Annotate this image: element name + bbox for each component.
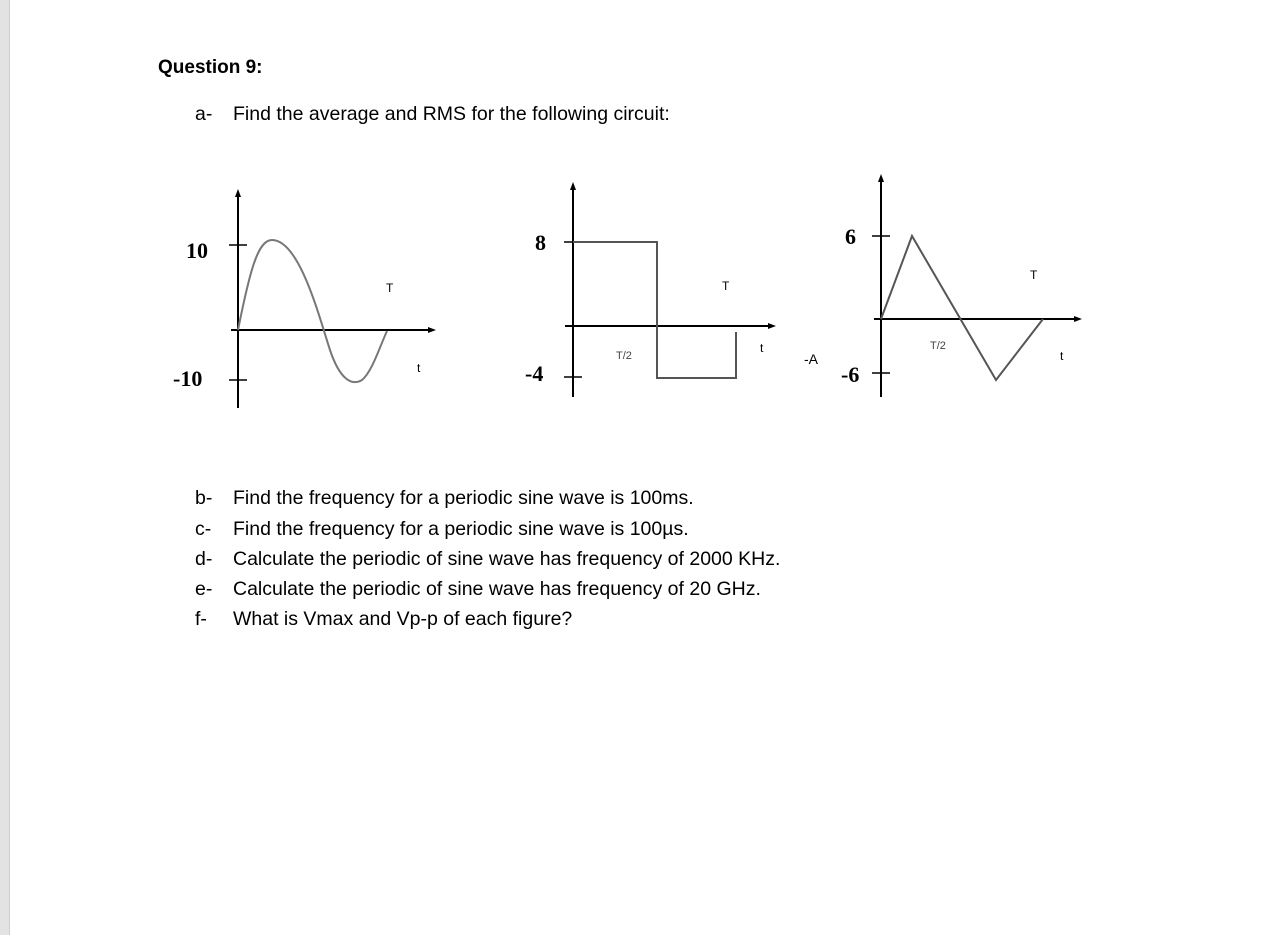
sine-ymax-label: 10 bbox=[186, 238, 208, 263]
triangle-period-label: T bbox=[1030, 268, 1038, 282]
square-ymax-label: 8 bbox=[535, 230, 546, 255]
item-text: Calculate the periodic of sine wave has frequency of 20 GHz. bbox=[233, 578, 761, 600]
question-title: Question 9: bbox=[158, 57, 263, 78]
square-period-label: T bbox=[722, 279, 730, 293]
triangle-ymax-label: 6 bbox=[845, 224, 856, 249]
sine-time-label: t bbox=[417, 361, 421, 375]
item-marker: e- bbox=[195, 578, 213, 600]
square-wave-line bbox=[573, 242, 736, 378]
item-text: Find the frequency for a periodic sine wave is 100µs. bbox=[233, 518, 689, 540]
item-text: What is Vmax and Vp-p of each figure? bbox=[233, 608, 573, 630]
sine-wave-figure bbox=[173, 193, 432, 408]
square-extra-label: -A bbox=[804, 351, 818, 367]
item-marker: d- bbox=[195, 548, 213, 570]
item-text: Find the frequency for a periodic sine wave is 100ms. bbox=[233, 487, 694, 509]
square-wave-figure bbox=[525, 186, 819, 397]
triangle-half-label: T/2 bbox=[930, 340, 946, 352]
item-text: Find the average and RMS for the following circuit: bbox=[233, 103, 670, 125]
item-marker: b- bbox=[195, 487, 213, 509]
question-item-c bbox=[195, 518, 689, 541]
sine-curve bbox=[238, 240, 387, 382]
item-marker: c- bbox=[195, 518, 212, 540]
sine-period-label: T bbox=[386, 281, 394, 295]
question-item-e bbox=[195, 578, 761, 601]
item-marker: a- bbox=[195, 103, 213, 125]
square-half-label: T/2 bbox=[616, 350, 632, 362]
triangle-ymin-label: -6 bbox=[841, 362, 860, 387]
question-item-f bbox=[195, 608, 572, 631]
square-time-label: t bbox=[760, 341, 764, 355]
triangle-wave-figure bbox=[841, 178, 1078, 397]
triangle-time-label: t bbox=[1060, 349, 1064, 363]
question-item-b bbox=[195, 487, 694, 510]
item-marker: f- bbox=[195, 608, 207, 630]
sine-ymin-label: -10 bbox=[173, 366, 203, 391]
item-text: Calculate the periodic of sine wave has frequency of 2000 KHz. bbox=[233, 548, 781, 570]
question-item-d bbox=[195, 548, 780, 571]
triangle-wave-line bbox=[881, 236, 1043, 380]
square-ymin-label: -4 bbox=[525, 361, 544, 386]
